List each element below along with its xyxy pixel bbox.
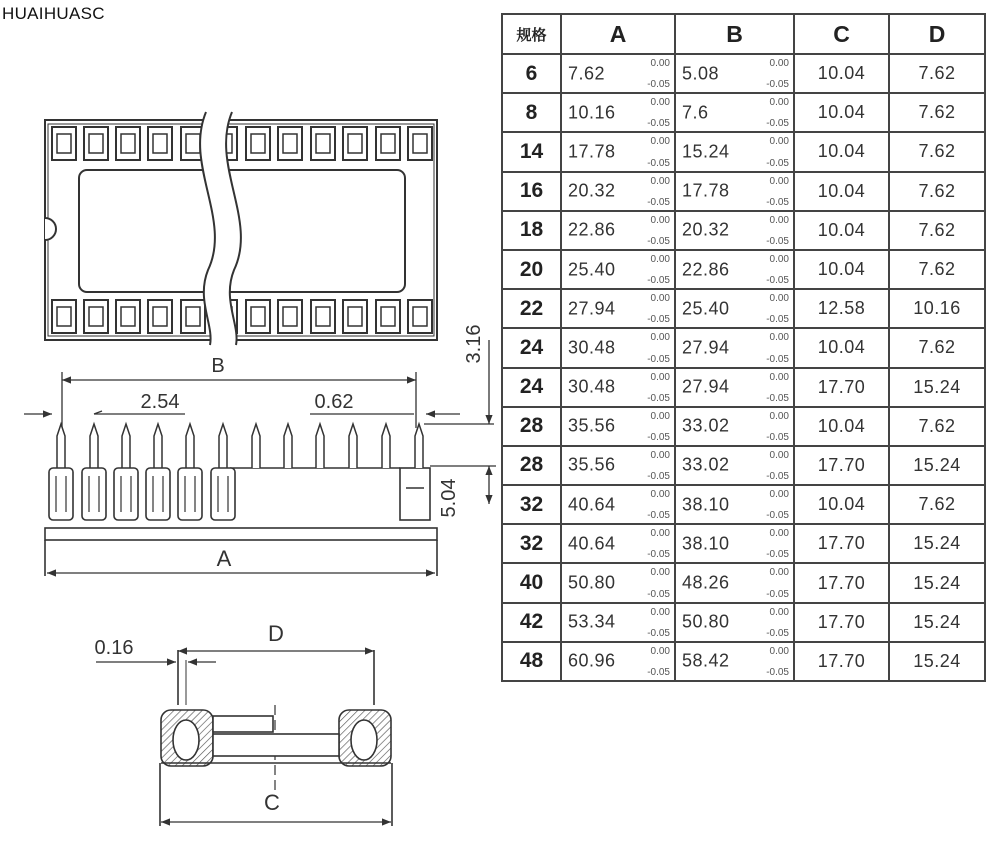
cell-b (675, 289, 794, 328)
cell-c: 17.70 (794, 563, 889, 602)
contact-pad (52, 300, 76, 333)
contact-pad (181, 300, 205, 333)
cell-c: 17.70 (794, 524, 889, 563)
tolerance-lower: -0.05 (647, 667, 670, 678)
cell-a (561, 446, 675, 485)
cell-b (675, 407, 794, 446)
tolerance-lower: -0.05 (766, 314, 789, 326)
cell-value: 33.02 (682, 454, 730, 475)
top-view (45, 112, 437, 345)
tolerance-upper: 0.00 (769, 606, 789, 618)
cell-size: 16 (502, 172, 561, 211)
side-body (45, 528, 437, 540)
cell-c: 10.04 (794, 172, 889, 211)
table-row (502, 642, 985, 681)
cell-size: 48 (502, 642, 561, 681)
tolerance-lower: -0.05 (766, 353, 789, 365)
cell-a (561, 54, 675, 93)
table-row (502, 407, 985, 446)
cell-c: 10.04 (794, 132, 889, 171)
cell-d: 7.62 (889, 132, 985, 171)
contact-pad (116, 300, 140, 333)
label-a: A (216, 546, 232, 571)
cell-d: 15.24 (889, 563, 985, 602)
cell-c: 10.04 (794, 54, 889, 93)
tolerance-lower: -0.05 (766, 549, 789, 561)
cell-d: 10.16 (889, 289, 985, 328)
contact-pad (278, 300, 302, 333)
cell-value: 27.94 (568, 298, 616, 319)
side-view (45, 424, 437, 576)
side-pin (252, 424, 260, 468)
label-c: C (264, 790, 280, 815)
cell-c: 10.04 (794, 211, 889, 250)
cell-d: 7.62 (889, 211, 985, 250)
cell-value: 17.78 (682, 180, 730, 201)
cell-d: 7.62 (889, 54, 985, 93)
table-row (502, 211, 985, 250)
cell-b (675, 250, 794, 289)
tolerance-upper: 0.00 (769, 136, 789, 148)
cell-b (675, 54, 794, 93)
tolerance-upper: 0.00 (650, 214, 670, 226)
tolerance-lower: -0.05 (647, 627, 670, 639)
orientation-notch (45, 218, 56, 240)
cell-d: 7.62 (889, 172, 985, 211)
tolerance-lower: -0.05 (766, 157, 789, 169)
cell-d: 7.62 (889, 485, 985, 524)
contact-pad (116, 127, 140, 160)
tolerance-upper: 0.00 (769, 371, 789, 383)
contact-pad (343, 300, 367, 333)
dim-b (62, 372, 416, 428)
table-row (502, 446, 985, 485)
table-row (502, 563, 985, 602)
label-062: 0.62 (314, 391, 354, 413)
side-pin (178, 424, 202, 520)
side-pins (49, 424, 423, 520)
cell-d: 15.24 (889, 524, 985, 563)
cell-value: 38.10 (682, 494, 730, 515)
cell-value: 27.94 (682, 376, 730, 397)
cell-c: 10.04 (794, 93, 889, 132)
cell-a (561, 172, 675, 211)
cell-size: 32 (502, 485, 561, 524)
tolerance-lower: -0.05 (647, 392, 670, 404)
cell-value: 35.56 (568, 454, 616, 475)
cell-size: 18 (502, 211, 561, 250)
tolerance-lower: -0.05 (766, 275, 789, 287)
header-a: A (561, 14, 675, 54)
tolerance-upper: 0.00 (769, 489, 789, 501)
cell-c: 17.70 (794, 368, 889, 407)
side-pin (49, 424, 73, 520)
cell-a (561, 289, 675, 328)
tolerance-upper: 0.00 (769, 58, 789, 69)
label-016: 0.16 (94, 637, 134, 659)
label-504: 5.04 (438, 478, 460, 518)
cell-size: 40 (502, 563, 561, 602)
cell-value: 33.02 (682, 415, 730, 436)
header-c: C (794, 14, 889, 54)
cell-size: 28 (502, 407, 561, 446)
side-pin (349, 424, 357, 468)
side-pin (82, 424, 106, 520)
cell-value: 20.32 (682, 219, 730, 240)
cell-c: 10.04 (794, 407, 889, 446)
cell-c: 10.04 (794, 485, 889, 524)
cell-a (561, 563, 675, 602)
tolerance-lower: -0.05 (766, 627, 789, 639)
cell-b (675, 211, 794, 250)
table-row (502, 368, 985, 407)
cell-value: 27.94 (682, 337, 730, 358)
cell-c: 10.04 (794, 328, 889, 367)
cell-b (675, 485, 794, 524)
label-pitch: 2.54 (140, 391, 180, 413)
label-316: 3.16 (463, 324, 485, 364)
cell-d: 7.62 (889, 328, 985, 367)
label-d: D (268, 621, 284, 646)
cell-value: 22.86 (568, 219, 616, 240)
tolerance-upper: 0.00 (769, 293, 789, 305)
contact-pad (408, 300, 432, 333)
contact-pad (84, 127, 108, 160)
tolerance-upper: 0.00 (650, 58, 670, 69)
tolerance-lower: -0.05 (647, 79, 670, 91)
cell-a (561, 250, 675, 289)
contact-pad (311, 127, 335, 160)
header-size: 规格 (502, 14, 561, 54)
tolerance-upper: 0.00 (650, 410, 670, 422)
contact-pad (376, 300, 400, 333)
cell-value: 17.78 (568, 141, 616, 162)
tolerance-lower: -0.05 (766, 431, 789, 443)
tolerance-upper: 0.00 (650, 645, 670, 657)
tolerance-lower: -0.05 (766, 667, 789, 678)
side-pin (415, 424, 423, 468)
cell-a (561, 368, 675, 407)
label-b: B (211, 355, 225, 377)
side-pin (284, 424, 292, 468)
cell-a (561, 485, 675, 524)
side-pin (382, 424, 390, 468)
cell-c: 17.70 (794, 603, 889, 642)
cell-value: 60.96 (568, 650, 616, 671)
cell-value: 30.48 (568, 337, 616, 358)
cell-value: 7.62 (568, 63, 606, 84)
cell-value: 48.26 (682, 572, 730, 593)
tolerance-upper: 0.00 (650, 293, 670, 305)
table-row (502, 603, 985, 642)
tolerance-lower: -0.05 (766, 471, 789, 483)
cell-b (675, 603, 794, 642)
cell-d: 7.62 (889, 93, 985, 132)
pads-top-row (52, 127, 432, 160)
tolerance-lower: -0.05 (647, 471, 670, 483)
cell-size: 28 (502, 446, 561, 485)
center-window (79, 170, 405, 292)
table-row (502, 132, 985, 171)
pads-bottom-row (52, 300, 432, 333)
side-pin (146, 424, 170, 520)
tolerance-lower: -0.05 (647, 235, 670, 247)
tolerance-upper: 0.00 (769, 410, 789, 422)
tolerance-upper: 0.00 (769, 97, 789, 109)
cell-d: 7.62 (889, 250, 985, 289)
tolerance-upper: 0.00 (769, 567, 789, 579)
cell-a (561, 407, 675, 446)
cell-value: 30.48 (568, 376, 616, 397)
tolerance-upper: 0.00 (650, 253, 670, 265)
header-d: D (889, 14, 985, 54)
contact-pad (311, 300, 335, 333)
cell-c: 12.58 (794, 289, 889, 328)
cell-size: 42 (502, 603, 561, 642)
cell-b (675, 328, 794, 367)
tolerance-upper: 0.00 (769, 214, 789, 226)
tolerance-lower: -0.05 (766, 510, 789, 522)
tolerance-upper: 0.00 (650, 175, 670, 187)
tolerance-upper: 0.00 (650, 489, 670, 501)
tolerance-lower: -0.05 (647, 275, 670, 287)
table-header (502, 14, 985, 54)
cell-b (675, 563, 794, 602)
tolerance-lower: -0.05 (647, 353, 670, 365)
cell-size: 8 (502, 93, 561, 132)
contact-pad (376, 127, 400, 160)
contact-pad (278, 127, 302, 160)
contact-pad (148, 300, 172, 333)
header-b: B (675, 14, 794, 54)
tolerance-upper: 0.00 (769, 332, 789, 344)
cell-size: 24 (502, 328, 561, 367)
tolerance-lower: -0.05 (766, 118, 789, 130)
cell-value: 50.80 (568, 572, 616, 593)
cell-value: 58.42 (682, 650, 730, 671)
tolerance-lower: -0.05 (766, 588, 789, 600)
cell-size: 6 (502, 54, 561, 93)
cell-b (675, 132, 794, 171)
cell-size: 32 (502, 524, 561, 563)
tolerance-upper: 0.00 (769, 528, 789, 540)
tolerance-lower: -0.05 (647, 196, 670, 208)
tolerance-upper: 0.00 (769, 645, 789, 657)
cell-b (675, 642, 794, 681)
cell-b (675, 446, 794, 485)
cell-d: 15.24 (889, 603, 985, 642)
cell-d: 7.62 (889, 407, 985, 446)
tolerance-upper: 0.00 (650, 528, 670, 540)
tolerance-upper: 0.00 (650, 332, 670, 344)
cell-b (675, 368, 794, 407)
cell-value: 50.80 (682, 611, 730, 632)
tolerance-upper: 0.00 (650, 606, 670, 618)
side-pin (316, 424, 324, 468)
cell-a (561, 642, 675, 681)
contact-pad (52, 127, 76, 160)
tolerance-lower: -0.05 (647, 431, 670, 443)
end-body-top (213, 716, 273, 732)
cell-d: 15.24 (889, 368, 985, 407)
tolerance-upper: 0.00 (769, 253, 789, 265)
cell-b (675, 172, 794, 211)
cell-value: 25.40 (682, 298, 730, 319)
cell-a (561, 132, 675, 171)
cell-value: 5.08 (682, 63, 720, 84)
contact-pad (343, 127, 367, 160)
table-row (502, 250, 985, 289)
tolerance-lower: -0.05 (766, 235, 789, 247)
tolerance-lower: -0.05 (766, 79, 789, 91)
cell-value: 10.16 (568, 102, 616, 123)
contact-pad (84, 300, 108, 333)
cell-c: 17.70 (794, 446, 889, 485)
tolerance-upper: 0.00 (650, 97, 670, 109)
cell-size: 20 (502, 250, 561, 289)
contact-pad (148, 127, 172, 160)
cell-value: 25.40 (568, 259, 616, 280)
tolerance-lower: -0.05 (647, 118, 670, 130)
tolerance-upper: 0.00 (769, 449, 789, 461)
tolerance-lower: -0.05 (766, 392, 789, 404)
cell-value: 53.34 (568, 611, 616, 632)
cell-a (561, 328, 675, 367)
cell-a (561, 211, 675, 250)
side-pin (114, 424, 138, 520)
cell-value: 40.64 (568, 494, 616, 515)
cell-value: 22.86 (682, 259, 730, 280)
cell-a (561, 603, 675, 642)
brand-watermark: HUAIHUASC (2, 4, 105, 23)
contact-pad (246, 127, 270, 160)
tolerance-lower: -0.05 (766, 196, 789, 208)
contact-pad (246, 300, 270, 333)
cell-value: 15.24 (682, 141, 730, 162)
tolerance-upper: 0.00 (650, 136, 670, 148)
tolerance-lower: -0.05 (647, 549, 670, 561)
cell-c: 17.70 (794, 642, 889, 681)
cell-a (561, 93, 675, 132)
end-body-mid (213, 734, 339, 756)
spec-table (501, 13, 986, 682)
table-row (502, 93, 985, 132)
tolerance-lower: -0.05 (647, 314, 670, 326)
tolerance-upper: 0.00 (650, 567, 670, 579)
cell-value: 20.32 (568, 180, 616, 201)
tolerance-lower: -0.05 (647, 588, 670, 600)
cell-value: 35.56 (568, 415, 616, 436)
cell-value: 38.10 (682, 533, 730, 554)
table-body (502, 54, 985, 681)
side-end-block (400, 468, 430, 520)
cell-c: 10.04 (794, 250, 889, 289)
cell-size: 14 (502, 132, 561, 171)
table-row (502, 485, 985, 524)
cell-size: 22 (502, 289, 561, 328)
tolerance-upper: 0.00 (769, 175, 789, 187)
cell-d: 15.24 (889, 642, 985, 681)
cell-size: 24 (502, 368, 561, 407)
table-row (502, 289, 985, 328)
tolerance-lower: -0.05 (647, 157, 670, 169)
tolerance-upper: 0.00 (650, 371, 670, 383)
contact-pad (408, 127, 432, 160)
cell-value: 40.64 (568, 533, 616, 554)
cell-a (561, 524, 675, 563)
cell-d: 15.24 (889, 446, 985, 485)
cell-b (675, 93, 794, 132)
cell-value: 7.6 (682, 102, 709, 123)
table-row (502, 524, 985, 563)
side-pin (211, 424, 235, 520)
tolerance-lower: -0.05 (647, 510, 670, 522)
table-row (502, 328, 985, 367)
table-row (502, 54, 985, 93)
tolerance-upper: 0.00 (650, 449, 670, 461)
table-row (502, 172, 985, 211)
cell-b (675, 524, 794, 563)
